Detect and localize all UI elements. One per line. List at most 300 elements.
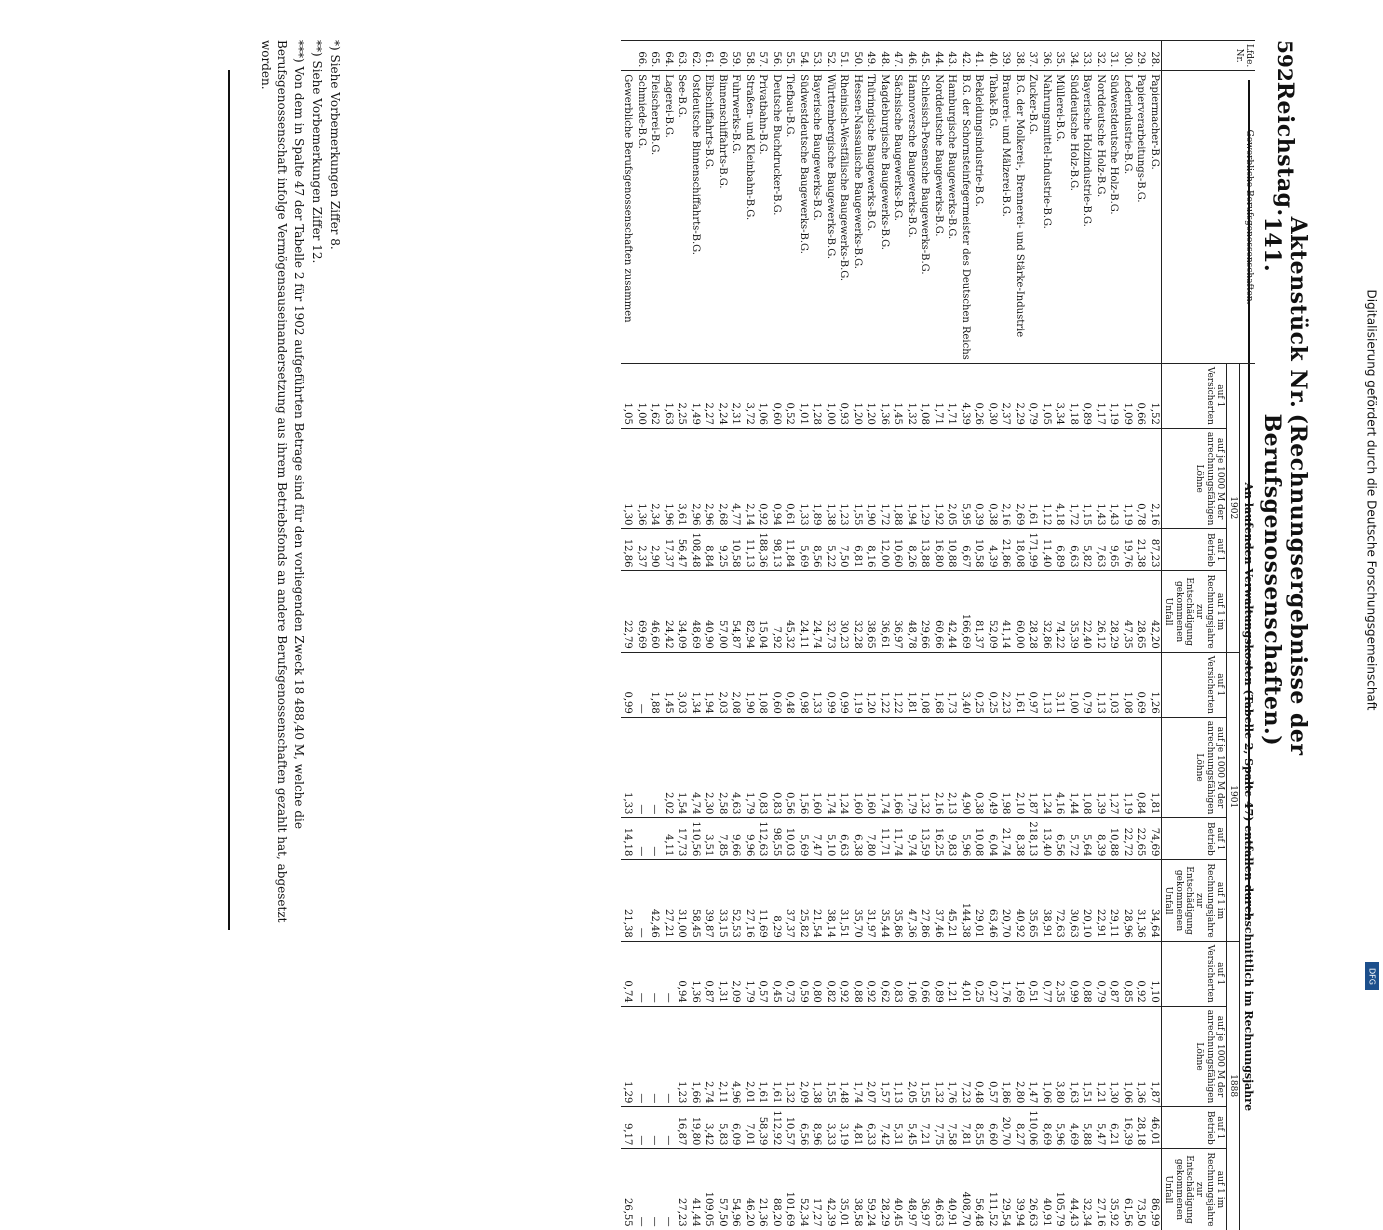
- row-number: 47.: [891, 41, 905, 71]
- table-cell: 57,00: [715, 571, 729, 652]
- table-cell: 1,98: [999, 717, 1013, 818]
- table-cell: 69,69: [634, 571, 648, 652]
- table-cell: 30,23: [837, 571, 851, 652]
- table-cell: 0,88: [850, 941, 864, 1006]
- table-cell: —: [648, 818, 662, 860]
- table-cell: 3,42: [702, 1107, 716, 1149]
- table-row: [1012, 41, 1026, 1230]
- row-number: 37.: [1026, 41, 1040, 71]
- row-name: Nahrungsmittel-Industrie-B.G.: [1039, 71, 1053, 364]
- table-cell: 24,42: [661, 571, 675, 652]
- table-cell: 1,66: [891, 717, 905, 818]
- table-row: [1120, 41, 1134, 1230]
- table-row: [1026, 41, 1040, 1230]
- table-cell: 0,60: [769, 652, 783, 717]
- table-cell: 38,91: [1039, 860, 1053, 941]
- table-cell: 31,36: [1134, 860, 1148, 941]
- table-cell: —: [634, 941, 648, 1006]
- table-cell: —: [634, 1149, 648, 1230]
- table-cell: 2,09: [796, 1006, 810, 1107]
- table-row: [648, 41, 662, 1230]
- row-number: 59.: [729, 41, 743, 71]
- table-row: [972, 41, 986, 1230]
- table-head: [1161, 41, 1255, 1230]
- table-cell: 32,28: [850, 571, 864, 652]
- table-cell: 47,36: [904, 860, 918, 941]
- table-cell: 1,45: [891, 363, 905, 428]
- row-number: 30.: [1120, 41, 1134, 71]
- table-row: [661, 41, 675, 1230]
- table-cell: 6,63: [1066, 529, 1080, 571]
- table-cell: 36,97: [918, 1149, 932, 1230]
- table-row: [958, 41, 972, 1230]
- table-cell: 63,46: [985, 860, 999, 941]
- table-cell: 0,73: [783, 941, 797, 1006]
- table-cell: 0,60: [769, 363, 783, 428]
- table-cell: 1,92: [931, 428, 945, 529]
- table-cell: 112,92: [769, 1107, 783, 1149]
- row-name: Magdeburgische Baugewerks-B.G.: [877, 71, 891, 364]
- table-cell: 46,63: [931, 1149, 945, 1230]
- table-cell: 1,00: [823, 363, 837, 428]
- table-cell: 4,16: [1053, 717, 1067, 818]
- table-cell: 19,76: [1120, 529, 1134, 571]
- table-cell: 0,94: [675, 941, 689, 1006]
- row-name: Hannoversche Baugewerks-B.G.: [904, 71, 918, 364]
- row-number: 32.: [1093, 41, 1107, 71]
- table-cell: 16,39: [1120, 1107, 1134, 1149]
- table-cell: 1,19: [850, 652, 864, 717]
- table-cell: 0,61: [783, 428, 797, 529]
- table-cell: 11,84: [783, 529, 797, 571]
- total-cell: 0,74: [621, 941, 635, 1006]
- table-cell: 2,10: [1012, 717, 1026, 818]
- row-name: Tabak-B.G.: [985, 71, 999, 364]
- table-cell: —: [634, 1107, 648, 1149]
- row-name: Hamburgische Baugewerks-B.G.: [945, 71, 959, 364]
- table-cell: 35,01: [837, 1149, 851, 1230]
- table-cell: 0,84: [1134, 717, 1148, 818]
- table-cell: 28,28: [1026, 571, 1040, 652]
- table-cell: 2,16: [1147, 428, 1161, 529]
- row-name: Müllerei-B.G.: [1053, 71, 1067, 364]
- row-name: Bayerische Holzindustrie-B.G.: [1080, 71, 1094, 364]
- row-number: 46.: [904, 41, 918, 71]
- table-cell: 0,85: [1120, 941, 1134, 1006]
- table-row: [810, 41, 824, 1230]
- row-number: 33.: [1080, 41, 1094, 71]
- table-cell: 5,31: [891, 1107, 905, 1149]
- table-cell: 2,90: [648, 529, 662, 571]
- table-cell: 8,16: [864, 529, 878, 571]
- table-cell: 1,24: [837, 717, 851, 818]
- table-cell: 34,09: [675, 571, 689, 652]
- table-cell: 1,55: [823, 1006, 837, 1107]
- table-cell: 3,11: [1053, 652, 1067, 717]
- table-cell: 2,35: [1053, 941, 1067, 1006]
- table-cell: 98,55: [769, 818, 783, 860]
- table-cell: 98,13: [769, 529, 783, 571]
- table-cell: 1,52: [1147, 363, 1161, 428]
- table-cell: 4,18: [1053, 428, 1067, 529]
- table-cell: 0,57: [985, 1006, 999, 1107]
- row-number: 35.: [1053, 41, 1067, 71]
- table-cell: 1,08: [1120, 652, 1134, 717]
- total-cell: 1,29: [621, 1006, 635, 1107]
- table-cell: 105,79: [1053, 1149, 1067, 1230]
- table-cell: 1,17: [1093, 363, 1107, 428]
- table-cell: 1,13: [1039, 652, 1053, 717]
- table-cell: 44,43: [1066, 1149, 1080, 1230]
- table-cell: 0,87: [702, 941, 716, 1006]
- table-row: [688, 41, 702, 1230]
- table-cell: —: [661, 941, 675, 1006]
- table-row: [1039, 41, 1053, 1230]
- table-cell: 28,65: [1134, 571, 1148, 652]
- table-row: [945, 41, 959, 1230]
- table-cell: 7,81: [958, 1107, 972, 1149]
- table-cell: 1,43: [1107, 428, 1121, 529]
- table-cell: 0,78: [1134, 428, 1148, 529]
- row-name: Lagerei-B.G.: [661, 71, 675, 364]
- table-cell: 6,56: [796, 1107, 810, 1149]
- table-cell: 7,58: [945, 1107, 959, 1149]
- table-cell: 1,38: [810, 1006, 824, 1107]
- table-row: [742, 41, 756, 1230]
- table-cell: 9,74: [904, 818, 918, 860]
- table-cell: 2,27: [702, 363, 716, 428]
- table-cell: 74,69: [1147, 818, 1161, 860]
- table-cell: 4,74: [688, 717, 702, 818]
- subcolumn-header: auf 1 im Rechnungsjahre zur Entschädigung gekommenen Unfall: [1161, 860, 1226, 941]
- table-cell: 5,22: [823, 529, 837, 571]
- subcolumn-header: auf 1 im Rechnungsjahre zur Entschädigung gekommenen Unfall: [1161, 571, 1226, 652]
- table-cell: 5,96: [1053, 1107, 1067, 1149]
- table-cell: 5,10: [823, 818, 837, 860]
- table-cell: 11,69: [756, 860, 770, 941]
- table-cell: 82,94: [742, 571, 756, 652]
- table-cell: 1,96: [661, 428, 675, 529]
- document-page: [65, 40, 1311, 1227]
- table-row: [837, 41, 851, 1230]
- table-cell: 38,58: [850, 1149, 864, 1230]
- table-cell: 32,73: [823, 571, 837, 652]
- table-cell: 101,69: [783, 1149, 797, 1230]
- table-cell: 1,43: [1093, 428, 1107, 529]
- table-cell: 1,66: [688, 1006, 702, 1107]
- table-cell: 1,00: [634, 363, 648, 428]
- table-cell: 74,22: [1053, 571, 1067, 652]
- row-number: 36.: [1039, 41, 1053, 71]
- table-cell: 1,32: [783, 1006, 797, 1107]
- table-cell: 1,86: [999, 1006, 1013, 1107]
- table-cell: 28,29: [877, 1149, 891, 1230]
- table-cell: 36,61: [877, 571, 891, 652]
- table-cell: 10,57: [783, 1107, 797, 1149]
- table-cell: 0,97: [1026, 652, 1040, 717]
- table-cell: 4,39: [985, 529, 999, 571]
- subcolumn-header: auf 1 Versicherten: [1161, 363, 1226, 428]
- table-cell: 0,69: [1134, 652, 1148, 717]
- table-cell: 19,80: [688, 1107, 702, 1149]
- table-cell: 45,32: [783, 571, 797, 652]
- year-header: 1902: [1227, 363, 1240, 652]
- table-cell: 7,85: [715, 818, 729, 860]
- table-cell: 45,21: [945, 860, 959, 941]
- table-cell: —: [634, 1006, 648, 1107]
- table-cell: 10,88: [945, 529, 959, 571]
- table-cell: 1,79: [742, 941, 756, 1006]
- table-cell: 2,23: [999, 652, 1013, 717]
- statistics-table: [621, 40, 1255, 1230]
- table-cell: 0,30: [985, 363, 999, 428]
- table-row: [634, 41, 648, 1230]
- subcolumn-header: auf 1 Versicherten: [1161, 941, 1226, 1006]
- table-cell: 1,13: [1093, 652, 1107, 717]
- digitization-credit: [1360, 0, 1382, 1000]
- total-cell: 9,17: [621, 1107, 635, 1149]
- statistics-table-wrap: [395, 40, 1255, 1227]
- table-cell: 1,76: [999, 941, 1013, 1006]
- table-cell: —: [634, 818, 648, 860]
- table-cell: 1,63: [661, 363, 675, 428]
- table-row: [850, 41, 864, 1230]
- table-cell: 3,40: [958, 652, 972, 717]
- table-cell: 2,02: [661, 717, 675, 818]
- table-cell: 7,50: [837, 529, 851, 571]
- table-cell: 31,51: [837, 860, 851, 941]
- total-cell: 0,99: [621, 652, 635, 717]
- table-cell: 1,94: [702, 652, 716, 717]
- table-cell: 3,61: [675, 428, 689, 529]
- table-row: [1066, 41, 1080, 1230]
- table-cell: 1,61: [769, 1006, 783, 1107]
- table-cell: 0,92: [864, 941, 878, 1006]
- table-cell: 0,89: [1080, 363, 1094, 428]
- table-cell: 0,57: [756, 941, 770, 1006]
- table-cell: 1,60: [850, 717, 864, 818]
- table-cell: 1,10: [1147, 941, 1161, 1006]
- table-cell: 0,80: [810, 941, 824, 1006]
- table-cell: 1,22: [877, 652, 891, 717]
- table-cell: 40,92: [1012, 860, 1026, 941]
- table-cell: 1,33: [796, 428, 810, 529]
- table-cell: 11,40: [1039, 529, 1053, 571]
- table-cell: 0,87: [1107, 941, 1121, 1006]
- table-cell: —: [661, 1149, 675, 1230]
- table-cell: 46,60: [648, 571, 662, 652]
- row-number: 51.: [837, 41, 851, 71]
- table-cell: 48,69: [688, 571, 702, 652]
- table-row: [1053, 41, 1067, 1230]
- table-cell: 0,83: [769, 717, 783, 818]
- row-name: Zucker-B.G.: [1026, 71, 1040, 364]
- subcolumn-header: auf je 1000 M der anrechnungsfähigen Löhne: [1161, 717, 1226, 818]
- table-cell: 40,90: [702, 571, 716, 652]
- table-cell: 7,92: [769, 571, 783, 652]
- table-cell: —: [648, 941, 662, 1006]
- table-cell: 7,80: [864, 818, 878, 860]
- table-cell: 0,79: [1093, 941, 1107, 1006]
- table-cell: 2,16: [999, 428, 1013, 529]
- table-cell: 10,58: [729, 529, 743, 571]
- table-cell: 0,49: [985, 717, 999, 818]
- table-cell: 16,80: [931, 529, 945, 571]
- table-cell: 5,45: [904, 1107, 918, 1149]
- row-name: Papierverarbeitungs-B.G.: [1134, 71, 1148, 364]
- total-cell: 22,79: [621, 571, 635, 652]
- row-number: 42.: [958, 41, 972, 71]
- table-cell: 1,19: [1107, 363, 1121, 428]
- table-cell: 37,37: [783, 860, 797, 941]
- table-cell: 1,05: [1039, 363, 1053, 428]
- table-cell: 21,54: [810, 860, 824, 941]
- subcolumn-header: auf 1 Betrieb: [1161, 1107, 1226, 1149]
- table-row: [918, 41, 932, 1230]
- total-cell: 21,38: [621, 860, 635, 941]
- table-cell: —: [648, 1006, 662, 1107]
- table-cell: 4,39: [958, 363, 972, 428]
- subcolumn-header: auf 1 Versicherten: [1161, 652, 1226, 717]
- table-cell: 13,88: [918, 529, 932, 571]
- table-cell: 1,19: [1120, 428, 1134, 529]
- table-cell: 17,73: [675, 818, 689, 860]
- table-cell: 2,68: [715, 428, 729, 529]
- table-cell: 1,61: [756, 1006, 770, 1107]
- table-cell: 6,60: [985, 1107, 999, 1149]
- table-cell: 26,12: [1093, 571, 1107, 652]
- table-cell: 27,21: [661, 860, 675, 941]
- table-cell: 1,29: [918, 428, 932, 529]
- table-cell: 1,61: [1012, 652, 1026, 717]
- table-cell: 6,38: [850, 818, 864, 860]
- row-name: Ostdeutsche Binnenschiffahrts-B.G.: [688, 71, 702, 364]
- table-cell: 1,87: [1147, 1006, 1161, 1107]
- row-number: 63.: [675, 41, 689, 71]
- row-number: 49.: [864, 41, 878, 71]
- total-cell: 1,05: [621, 363, 635, 428]
- table-cell: 0,52: [783, 363, 797, 428]
- total-cell: 1,30: [621, 428, 635, 529]
- row-name: Tiefbau-B.G.: [783, 71, 797, 364]
- row-number: 40.: [985, 41, 999, 71]
- table-cell: 1,56: [796, 717, 810, 818]
- row-number: 48.: [877, 41, 891, 71]
- table-cell: 35,44: [877, 860, 891, 941]
- table-cell: 2,69: [1012, 428, 1026, 529]
- table-cell: 6,04: [985, 818, 999, 860]
- table-cell: 1,62: [648, 363, 662, 428]
- table-cell: 6,56: [1053, 818, 1067, 860]
- table-cell: 31,97: [864, 860, 878, 941]
- table-cell: 40,91: [1039, 1149, 1053, 1230]
- table-cell: 1,39: [1093, 717, 1107, 818]
- table-cell: 2,11: [715, 1006, 729, 1107]
- table-cell: 1,20: [864, 652, 878, 717]
- table-cell: 0,25: [985, 652, 999, 717]
- table-cell: 1,20: [850, 363, 864, 428]
- table-cell: 22,40: [1080, 571, 1094, 652]
- table-cell: 60,00: [1012, 571, 1026, 652]
- row-name: Rheinisch-Westfälische Baugewerks-B.G.: [837, 71, 851, 364]
- row-number: 61.: [702, 41, 716, 71]
- table-cell: 2,24: [715, 363, 729, 428]
- table-cell: 12,00: [877, 529, 891, 571]
- header-center-title: Aktenstück Nr. 141.: [1259, 216, 1311, 409]
- col-header-name: Gewerbliche Berufsgenossenschaften.: [1161, 71, 1255, 364]
- table-row: [1134, 41, 1148, 1230]
- table-cell: 1,71: [931, 363, 945, 428]
- table-cell: 8,38: [1012, 818, 1026, 860]
- table-cell: 5,69: [796, 529, 810, 571]
- table-cell: 31,00: [675, 860, 689, 941]
- table-cell: 0,48: [783, 652, 797, 717]
- table-cell: 1,88: [648, 652, 662, 717]
- row-name: Südwestdeutsche Holz-B.G.: [1107, 71, 1121, 364]
- table-cell: 88,20: [769, 1149, 783, 1230]
- table-cell: 9,25: [715, 529, 729, 571]
- row-number: 62.: [688, 41, 702, 71]
- table-cell: 21,36: [756, 1149, 770, 1230]
- table-cell: 1,60: [864, 717, 878, 818]
- table-cell: 166,69: [958, 571, 972, 652]
- table-cell: 6,21: [1107, 1107, 1121, 1149]
- table-cell: 21,86: [999, 529, 1013, 571]
- table-cell: 0,92: [837, 941, 851, 1006]
- table-cell: 36,97: [891, 571, 905, 652]
- table-cell: 1,74: [877, 717, 891, 818]
- table-cell: 42,39: [823, 1149, 837, 1230]
- header-left-title: Reichstag.: [1272, 81, 1298, 217]
- table-cell: 2,80: [1012, 1006, 1026, 1107]
- table-cell: 0,79: [1080, 652, 1094, 717]
- year-header: 1901: [1227, 652, 1240, 941]
- table-cell: —: [648, 1107, 662, 1149]
- table-cell: 1,20: [864, 363, 878, 428]
- table-cell: 0,98: [796, 652, 810, 717]
- table-cell: 111,52: [985, 1149, 999, 1230]
- table-cell: 3,72: [742, 363, 756, 428]
- table-cell: 5,64: [1080, 818, 1094, 860]
- table-cell: 112,63: [756, 818, 770, 860]
- table-cell: 17,27: [810, 1149, 824, 1230]
- table-cell: 2,37: [634, 529, 648, 571]
- table-cell: 52,09: [985, 571, 999, 652]
- table-cell: 3,51: [702, 818, 716, 860]
- table-cell: 17,37: [661, 529, 675, 571]
- footnote: **) Siehe Vorbemerkungen Ziffer 12.: [309, 40, 324, 264]
- table-cell: 54,87: [729, 571, 743, 652]
- table-cell: 2,14: [742, 428, 756, 529]
- table-cell: 110,56: [688, 818, 702, 860]
- subcolumn-header: auf je 1000 M der anrechnungsfähigen Löhne: [1161, 428, 1226, 529]
- table-cell: 10,88: [1107, 818, 1121, 860]
- total-cell: 12,86: [621, 529, 635, 571]
- table-cell: 1,00: [1066, 652, 1080, 717]
- table-cell: 18,08: [1012, 529, 1026, 571]
- table-cell: 0,27: [985, 941, 999, 1006]
- table-cell: 0,79: [1026, 363, 1040, 428]
- table-row: [1147, 41, 1161, 1230]
- table-cell: 22,72: [1120, 818, 1134, 860]
- table-cell: 110,06: [1026, 1107, 1040, 1149]
- table-cell: 1,79: [904, 717, 918, 818]
- table-cell: 72,63: [1053, 860, 1067, 941]
- table-cell: 0,45: [769, 941, 783, 1006]
- table-cell: 8,69: [1039, 1107, 1053, 1149]
- table-cell: 0,83: [756, 717, 770, 818]
- table-cell: 28,29: [1107, 571, 1121, 652]
